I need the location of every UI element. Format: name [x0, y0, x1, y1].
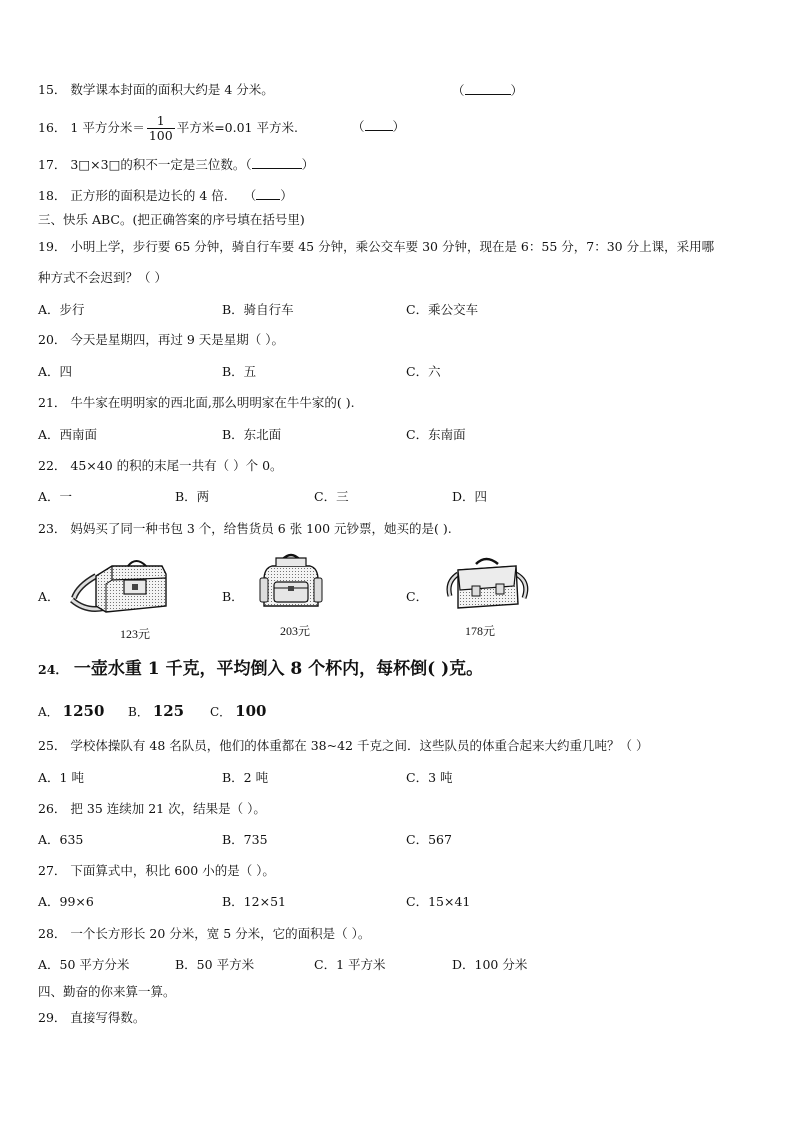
paren-open: （: [352, 119, 365, 134]
fraction: [147, 114, 175, 143]
section-3-title: 三、快乐 ABC。(把正确答案的序号填在括号里): [38, 212, 305, 227]
option-21-b[interactable]: B．东北面: [222, 427, 282, 442]
option-24-c[interactable]: [210, 701, 266, 722]
question-text: 一壶水重 1 千克，平均倒入 8 个杯内，每杯倒( )克。: [73, 659, 484, 679]
option-24-b[interactable]: [128, 701, 184, 722]
question-27: [38, 863, 275, 879]
paren-open: （: [452, 83, 465, 98]
question-text: 正方形的面积是边长的 4 倍.: [70, 188, 228, 203]
question-17: [38, 156, 314, 173]
question-number: 20．: [38, 332, 67, 347]
price-c: 178元: [465, 624, 496, 638]
option-19-b[interactable]: B．骑自行车: [222, 302, 294, 317]
question-text: 直接写得数。: [70, 1010, 146, 1025]
option-26-a[interactable]: A．635: [38, 832, 84, 847]
question-text: 把 35 连续加 21 次，结果是（ ）。: [70, 801, 266, 816]
option-letter: A．: [38, 705, 59, 719]
question-text: 妈妈买了同一种书包 3 个，给售货员 6 张 100 元钞票，她买的是( ).: [70, 521, 452, 536]
question-text-post: 平方米=0.01 平方米.: [176, 120, 298, 135]
question-text: 小明上学，步行要 65 分钟，骑自行车要 45 分钟，乘公交车要 30 分钟，现在是 6：55 分，7：30 分上课，采用哪: [70, 239, 715, 254]
question-number: 23．: [38, 521, 67, 536]
option-22-b[interactable]: B．两: [175, 489, 210, 504]
option-27-b[interactable]: B．12×51: [222, 894, 286, 909]
option-26-b[interactable]: B．735: [222, 832, 268, 847]
question-number: 15．: [38, 82, 67, 97]
option-19-a[interactable]: A．步行: [38, 302, 85, 317]
question-text: 数学课本封面的面积大约是 4 分米。: [70, 82, 274, 97]
paren-close: ）: [301, 157, 315, 172]
answer-blank-15[interactable]: [452, 82, 523, 99]
fraction-numerator: 1: [147, 114, 175, 129]
option-letter: B．: [128, 705, 149, 719]
option-value: 100: [235, 702, 267, 720]
question-text-pre: 1 平方分米＝: [70, 120, 145, 135]
option-value: 1250: [62, 702, 105, 720]
option-19-c[interactable]: C．乘公交车: [406, 302, 479, 317]
blank-line: [365, 118, 393, 131]
option-23-c-label[interactable]: C．: [406, 589, 429, 604]
question-15: [38, 82, 274, 98]
paren-close: ）: [510, 83, 524, 98]
option-27-c[interactable]: C．15×41: [406, 894, 471, 909]
question-number: 19．: [38, 239, 67, 254]
backpack-image[interactable]: [258, 552, 324, 612]
question-18: [38, 187, 293, 204]
option-22-d[interactable]: D．四: [452, 489, 488, 504]
satchel-image[interactable]: [444, 552, 530, 612]
question-number: 16．: [38, 120, 67, 135]
shoulder-bag-image[interactable]: [70, 556, 170, 620]
question-24: [38, 658, 483, 681]
question-19-line-1: [38, 239, 714, 255]
option-25-c[interactable]: C．3 吨: [406, 770, 453, 785]
question-number: 21．: [38, 395, 67, 410]
option-26-c[interactable]: C．567: [406, 832, 452, 847]
option-22-a[interactable]: A．一: [38, 489, 73, 504]
question-number: 22．: [38, 458, 67, 473]
section-4-title: 四、勤奋的你来算一算。: [38, 984, 176, 999]
question-text: 下面算式中，积比 600 小的是（ ）。: [70, 863, 275, 878]
question-number: 29．: [38, 1010, 67, 1025]
option-24-a[interactable]: [38, 701, 104, 722]
option-20-c[interactable]: C．六: [406, 364, 441, 379]
option-21-c[interactable]: C．东南面: [406, 427, 466, 442]
option-22-c[interactable]: C．三: [314, 489, 349, 504]
question-number: 27．: [38, 863, 67, 878]
question-23: [38, 521, 452, 537]
option-28-d[interactable]: D．100 分米: [452, 957, 528, 972]
question-text: 45×40 的积的末尾一共有（ ）个 0。: [70, 458, 283, 473]
question-number: 18．: [38, 188, 67, 203]
option-27-a[interactable]: A．99×6: [38, 894, 94, 909]
question-29: [38, 1010, 145, 1026]
price-b: 203元: [280, 624, 311, 638]
question-21: [38, 395, 355, 411]
fraction-denominator: 100: [148, 128, 173, 143]
question-number: 24．: [38, 662, 68, 677]
question-22: [38, 458, 283, 474]
question-26: [38, 801, 266, 817]
question-20: [38, 332, 284, 348]
question-text: 牛牛家在明明家的西北面,那么明明家在牛牛家的( ).: [70, 395, 355, 410]
paren-close: ）: [392, 119, 406, 134]
blank-line: [465, 82, 511, 95]
paren-open: （: [243, 188, 257, 203]
option-letter: C．: [210, 705, 232, 719]
option-21-a[interactable]: A．西南面: [38, 427, 98, 442]
question-number: 28．: [38, 926, 67, 941]
question-25: [38, 738, 648, 754]
option-23-a-label[interactable]: A．: [38, 589, 60, 604]
option-20-a[interactable]: A．四: [38, 364, 73, 379]
question-text: 学校体操队有 48 名队员，他们的体重都在 38~42 千克之间．这些队员的体重合起来大约重几吨？（ ）: [70, 738, 649, 753]
answer-blank-18[interactable]: [256, 187, 280, 200]
answer-blank-16[interactable]: [352, 118, 405, 135]
question-16: [38, 114, 298, 143]
question-number: 25．: [38, 738, 67, 753]
question-number: 26．: [38, 801, 67, 816]
question-28: [38, 926, 370, 942]
option-25-b[interactable]: B．2 吨: [222, 770, 269, 785]
question-text: 一个长方形长 20 分米，宽 5 分米，它的面积是（ ）。: [70, 926, 371, 941]
option-20-b[interactable]: B．五: [222, 364, 257, 379]
option-28-a[interactable]: A．50 平方分米: [38, 957, 130, 972]
answer-blank-17[interactable]: [252, 156, 302, 169]
option-28-b[interactable]: B．50 平方米: [175, 957, 255, 972]
question-text: 3□×3□的积不一定是三位数。（: [70, 157, 252, 172]
option-28-c[interactable]: C．1 平方米: [314, 957, 386, 972]
option-23-b-label[interactable]: B．: [222, 589, 244, 604]
option-value: 125: [152, 702, 185, 720]
price-a: 123元: [120, 627, 151, 641]
option-25-a[interactable]: A．1 吨: [38, 770, 84, 785]
paren-close: ）: [280, 188, 293, 203]
question-text: 今天是星期四，再过 9 天是星期（ ）。: [70, 332, 285, 347]
question-number: 17．: [38, 157, 67, 172]
question-19-line-2: 种方式不会迟到？（ ）: [38, 270, 167, 285]
